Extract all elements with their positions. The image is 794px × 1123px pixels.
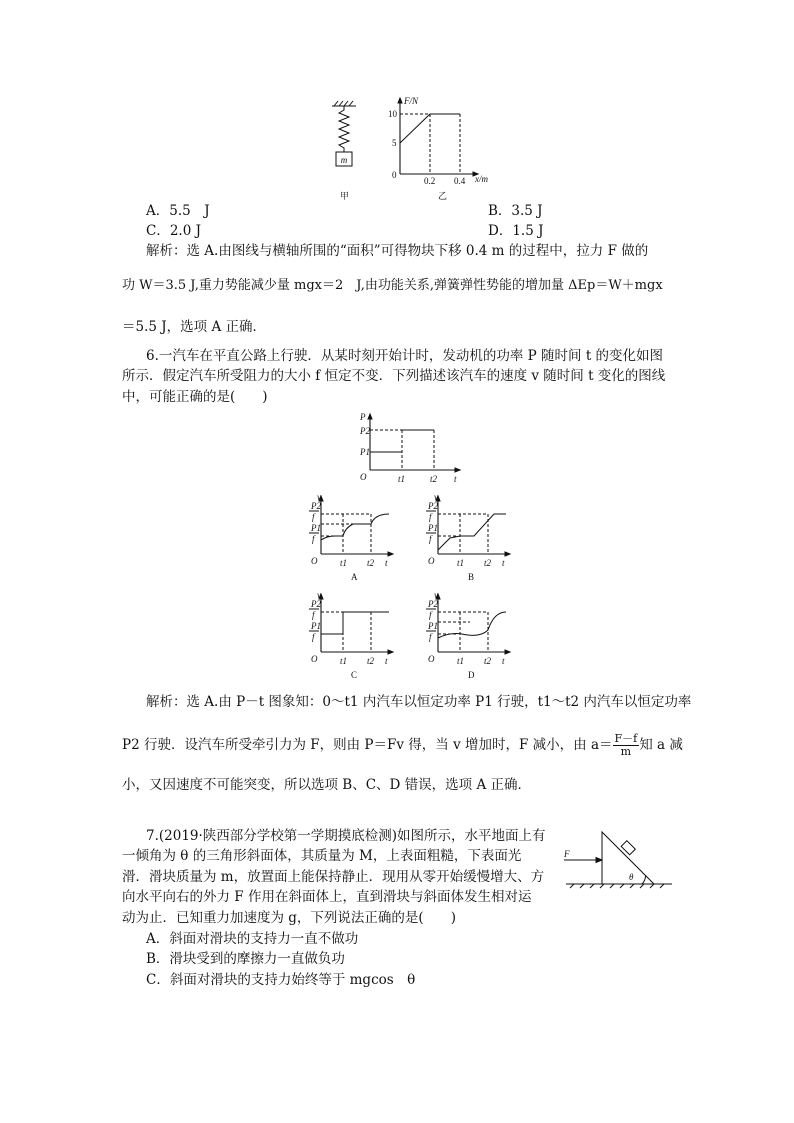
q5-option-c: C．2.0 J [146, 223, 202, 239]
q6-analysis-line2 [122, 733, 683, 758]
y-axis-label: F/N [404, 96, 419, 106]
vt-x-label: t [502, 656, 505, 666]
pt-p2-label: P2 [360, 426, 370, 436]
svg-text:P1: P1 [428, 523, 438, 533]
vt-curve-c [321, 612, 389, 634]
vt-p2f-label [309, 501, 321, 522]
vt-x-label: t [385, 656, 388, 666]
angle-label: θ [629, 872, 634, 882]
q6-analysis-line2-pre: P2 行驶．设汽车所受牵引力为 F，则由 P＝Fv 得，当 v 增加时，F 减小，由 a＝ [122, 737, 613, 753]
svg-text:f: f [312, 632, 315, 642]
vt-t1-label: t1 [457, 558, 465, 568]
ground-hatch-icon [570, 884, 664, 888]
q6-stem-line2: 所示．假定汽车所受阻力的大小 f 恒定不变．下列描述该汽车的速度 v 随时间 t 变化的图线 [122, 368, 666, 384]
ceiling-icon [332, 101, 356, 106]
vt-p1f-label [309, 523, 321, 544]
vt-y-label: v [317, 494, 321, 502]
x-axis-label: x/m [475, 174, 488, 184]
mass-label: m [340, 155, 348, 165]
pt-graph [358, 410, 468, 488]
vt-origin-label: O [311, 556, 318, 566]
vt-graph-a [305, 494, 401, 584]
svg-text:f: f [312, 610, 315, 620]
q6-stem-line3: 中，可能正确的是( ) [122, 389, 268, 405]
vt-p2f-label [309, 599, 321, 620]
q7-option-b: B．滑块受到的摩擦力一直做负功 [146, 951, 345, 967]
svg-text:f: f [312, 512, 315, 522]
svg-text:f: f [429, 534, 432, 544]
vt-origin-label: O [428, 654, 435, 664]
fraction-denominator: m [620, 745, 632, 758]
spring-force-figure [320, 92, 510, 204]
vt-t2-label: t2 [367, 656, 375, 666]
vt-option-label: C [351, 670, 358, 680]
pt-x-label: t [454, 474, 457, 484]
q7-stem-line2: 一倾角为 θ 的三角形斜面体，其质量为 M，上表面粗糙，下表面光 [122, 848, 522, 864]
vt-graph-c [305, 592, 401, 682]
svg-text:P1: P1 [311, 621, 321, 631]
origin-label: 0 [392, 170, 397, 180]
svg-text:P2: P2 [311, 599, 321, 609]
vt-curve-d [438, 612, 506, 638]
q5-option-b: B．3.5 J [488, 203, 543, 219]
vt-t1-label: t1 [340, 558, 348, 568]
vt-p1f-label [426, 523, 438, 544]
vt-p2f-label [426, 501, 438, 522]
pt-t2-label: t2 [430, 474, 438, 484]
q5-option-d: D．1.5 J [488, 223, 544, 239]
incline-figure [562, 826, 674, 890]
y-tick-10: 10 [388, 109, 397, 119]
q5-analysis-line3: ＝5.5 J，选项 A 正确． [122, 319, 267, 335]
vt-t2-label: t2 [484, 558, 492, 568]
vt-curve-a [321, 514, 389, 540]
svg-text:f: f [429, 610, 432, 620]
svg-text:P2: P2 [311, 501, 321, 511]
q6-analysis-line1: 解析：选 A.由 P－t 图象知：0～t1 内汽车以恒定功率 P1 行驶，t1～t2 内汽车以恒定功率 [146, 694, 692, 710]
x-tick-0.4: 0.4 [454, 176, 466, 186]
yi-label: 乙 [438, 191, 448, 201]
q5-analysis-line2: 功 W＝3.5 J,重力势能减少量 mgx＝2 J,由功能关系,弹簧弹性势能的增加量 ΔEp＝W＋mgx [122, 278, 663, 293]
vt-y-label: v [317, 592, 321, 600]
vt-p1f-label [309, 621, 321, 642]
vt-t1-label: t1 [457, 656, 465, 666]
force-label: F [564, 849, 570, 859]
spring-icon [339, 106, 349, 152]
pt-p1-label: P1 [360, 447, 370, 457]
vt-origin-label: O [428, 556, 435, 566]
vt-option-label: A [351, 572, 358, 582]
q6-acceleration-fraction [613, 733, 640, 758]
vt-curve-b [438, 514, 506, 550]
vt-y-label: v [434, 494, 438, 502]
vt-y-label: v [434, 592, 438, 600]
q5-analysis-line1: 解析：选 A.由图线与横轴所围的“面积”可得物块下移 0.4 m 的过程中，拉力 F 做的 [146, 243, 649, 259]
vt-option-label: D [468, 670, 475, 680]
q7-option-a: A．斜面对滑块的支持力一直不做功 [146, 931, 359, 947]
y-tick-5: 5 [392, 138, 397, 148]
svg-text:P1: P1 [428, 621, 438, 631]
q7-option-c: C．斜面对滑块的支持力始终等于 mgcos θ [146, 972, 416, 988]
q6-analysis-line3: 小，又因速度不可能突变，所以选项 B、C、D 错误，选项 A 正确． [122, 777, 531, 793]
vt-t2-label: t2 [367, 558, 375, 568]
vt-graph-b [422, 494, 518, 584]
q7-stem-line4: 向水平向右的外力 F 作用在斜面体上，直到滑块与斜面体发生相对运 [122, 889, 532, 905]
vt-x-label: t [385, 558, 388, 568]
vt-x-label: t [502, 558, 505, 568]
svg-text:P2: P2 [428, 599, 438, 609]
vt-t2-label: t2 [484, 656, 492, 666]
svg-text:P1: P1 [311, 523, 321, 533]
q7-stem-line5: 动为止．已知重力加速度为 g，下列说法正确的是( ) [122, 910, 456, 926]
q6-stem-line1: 6.一汽车在平直公路上行驶．从某时刻开始计时，发动机的功率 P 随时间 t 的变化如图 [146, 348, 664, 364]
vt-origin-label: O [311, 654, 318, 664]
jia-label: 甲 [340, 191, 350, 201]
q7-stem-line3: 滑．滑块质量为 m，放置面上能保持静止．现用从零开始缓慢增大、方 [122, 869, 545, 885]
x-tick-0.2: 0.2 [424, 176, 436, 186]
svg-text:P2: P2 [428, 501, 438, 511]
vt-t1-label: t1 [340, 656, 348, 666]
pt-t1-label: t1 [398, 474, 406, 484]
svg-text:f: f [312, 534, 315, 544]
pt-origin-label: O [360, 472, 367, 482]
svg-text:f: f [429, 512, 432, 522]
q6-analysis-line2-post: 知 a 减 [639, 737, 683, 753]
vt-graph-d [422, 592, 518, 682]
svg-text:f: f [429, 632, 432, 642]
q7-stem-line1: 7.(2019·陕西部分学校第一学期摸底检测)如图所示，水平地面上有 [146, 828, 546, 844]
vt-p1f-label [426, 621, 438, 642]
pt-y-label: P [360, 412, 366, 422]
q5-option-a: A．5.5 J [146, 203, 210, 219]
vt-p2f-label [426, 599, 438, 620]
vt-option-label: B [468, 572, 475, 582]
fraction-numerator: F－f [614, 732, 638, 745]
